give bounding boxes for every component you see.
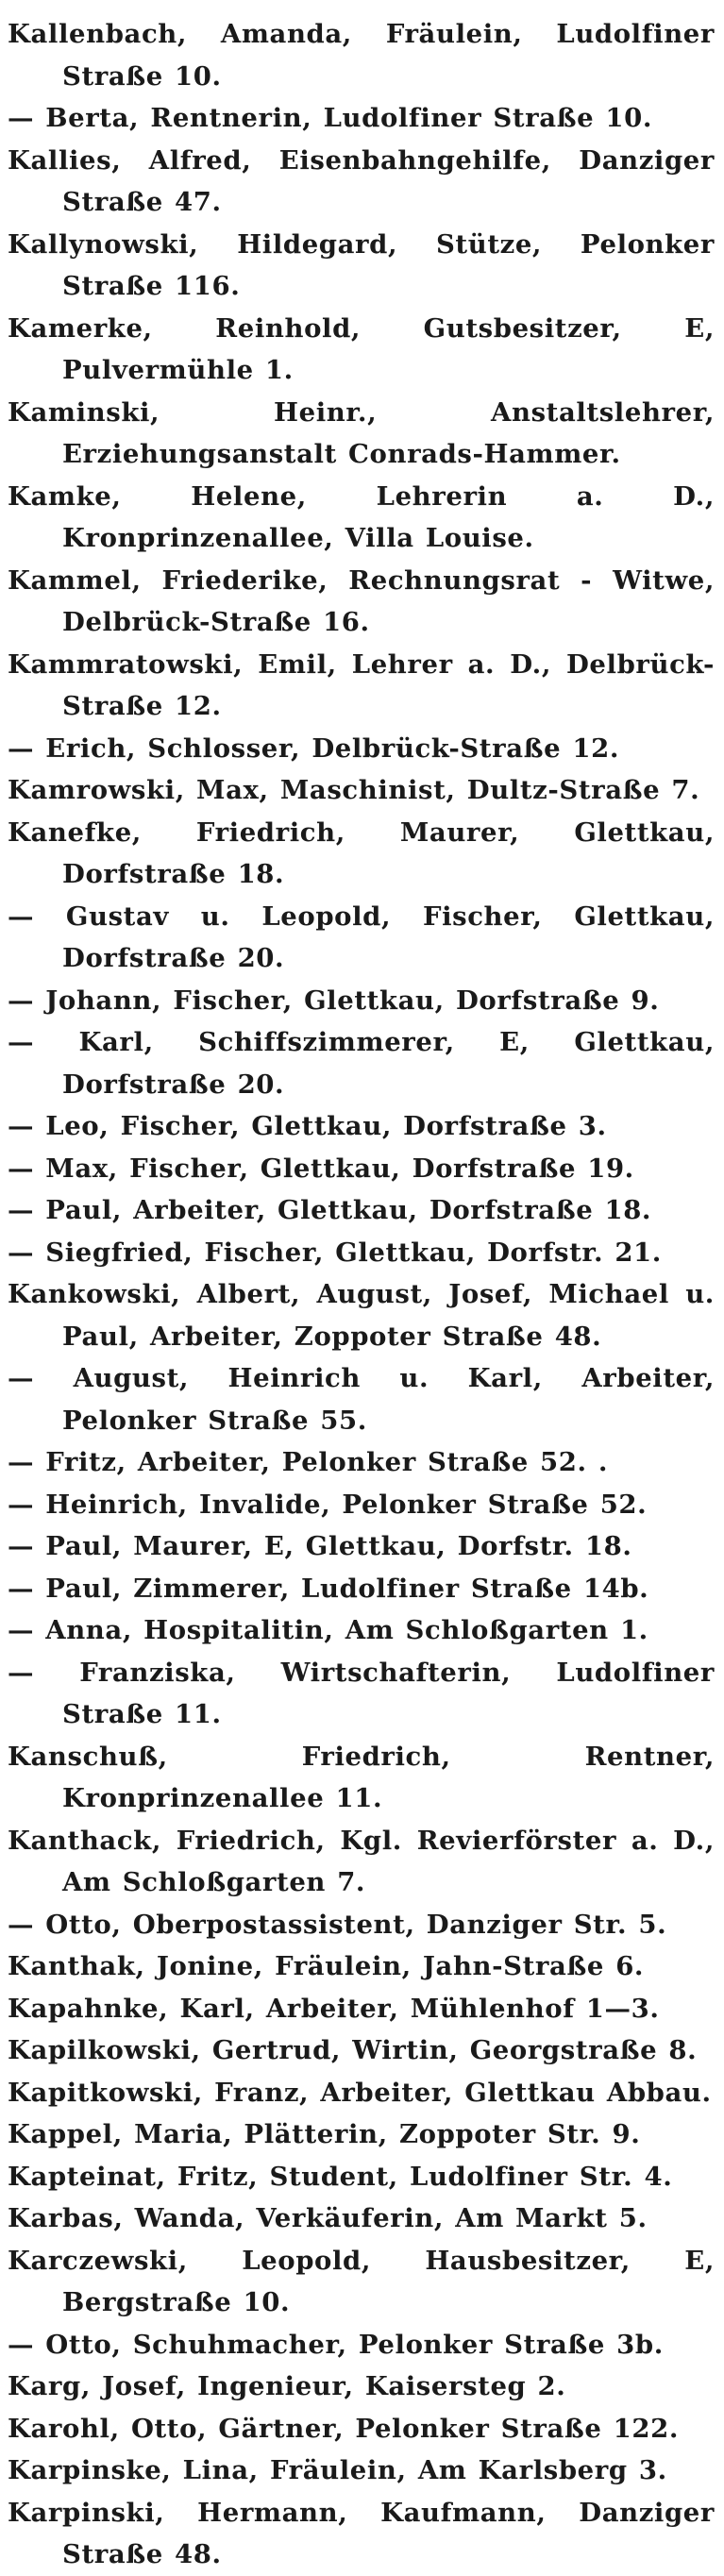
directory-entry: Karczewski, Leopold, Hausbesitzer, E, Bergstraße 10. <box>8 2245 715 2317</box>
directory-entry: — Leo, Fischer, Glettkau, Dorfstraße 3. <box>8 1111 607 1141</box>
directory-entry: Kamerke, Reinhold, Gutsbesitzer, E, Pulvermühle 1. <box>8 312 715 385</box>
directory-entry: Kallenbach, Amanda, Fräulein, Ludolfiner Straße 10. <box>8 19 715 92</box>
directory-entry: Kamrowski, Max, Maschinist, Dultz-Straße 7. <box>8 775 700 805</box>
directory-entry: — Otto, Oberpostassistent, Danziger Str. 5. <box>8 1909 667 1940</box>
directory-entry: — Siegfried, Fischer, Glettkau, Dorfstr. 21. <box>8 1237 662 1268</box>
directory-entry: Kappel, Maria, Plätterin, Zoppoter Str. 9. <box>8 2119 641 2149</box>
directory-entry: Karg, Josef, Ingenieur, Kaisersteg 2. <box>8 2371 566 2401</box>
directory-entry: — Paul, Zimmerer, Ludolfiner Straße 14b. <box>8 1573 649 1604</box>
directory-entry: Karpinski, Hermann, Kaufmann, Danziger Straße 48. <box>8 2497 715 2569</box>
directory-entry: — Otto, Schuhmacher, Pelonker Straße 3b. <box>8 2329 664 2360</box>
directory-entry: — Anna, Hospitalitin, Am Schloßgarten 1. <box>8 1615 648 1645</box>
directory-entry: — Erich, Schlosser, Delbrück-Straße 12. <box>8 732 620 764</box>
directory-entry: Karpinske, Lina, Fräulein, Am Karlsberg 3. <box>8 2455 667 2485</box>
directory-entry: Kaminski, Heinr., Anstaltslehrer, Erziehungsanstalt Conrads-Hammer. <box>8 396 715 469</box>
directory-entry: — Heinrich, Invalide, Pelonker Straße 52. <box>8 1489 648 1520</box>
directory-entry: Kammel, Friederike, Rechnungsrat - Witwe, Delbrück-Straße 16. <box>8 564 715 637</box>
directory-entry: — Paul, Maurer, E, Glettkau, Dorfstr. 18. <box>8 1531 632 1561</box>
directory-entry: Kanschuß, Friedrich, Rentner, Kronprinzenallee 11. <box>8 1741 715 1813</box>
directory-entry: Kanthack, Friedrich, Kgl. Revierförster a. D., Am Schloßgarten 7. <box>8 1825 715 1897</box>
directory-entry: — Berta, Rentnerin, Ludolfiner Straße 10. <box>8 103 653 133</box>
directory-entry: Kammratowski, Emil, Lehrer a. D., Delbrück-Straße 12. <box>8 648 715 721</box>
directory-entry: Kamke, Helene, Lehrerin a. D., Kronprinzenallee, Villa Louise. <box>8 480 715 553</box>
directory-entry: Kapitkowski, Franz, Arbeiter, Glettkau Abbau. <box>8 2077 712 2108</box>
directory-entry: — Johann, Fischer, Glettkau, Dorfstraße 9. <box>8 985 660 1016</box>
directory-entry: — August, Heinrich u. Karl, Arbeiter, Pelonker Straße 55. <box>8 1363 715 1436</box>
directory-entry: — Gustav u. Leopold, Fischer, Glettkau, Dorfstraße 20. <box>8 901 715 973</box>
directory-entry: Kanefke, Friedrich, Maurer, Glettkau, Dorfstraße 18. <box>8 817 715 889</box>
directory-entry: Karbas, Wanda, Verkäuferin, Am Markt 5. <box>8 2203 648 2233</box>
directory-entry: Kankowski, Albert, August, Josef, Michael u. Paul, Arbeiter, Zoppoter Straße 48. <box>8 1279 715 1352</box>
directory-entry: Kanthak, Jonine, Fräulein, Jahn-Straße 6. <box>8 1951 645 1981</box>
directory-entry: — Karl, Schiffszimmerer, E, Glettkau, Dorfstraße 20. <box>8 1027 715 1100</box>
directory-entry: Kallies, Alfred, Eisenbahngehilfe, Danziger Straße 47. <box>8 144 715 217</box>
directory-entry: — Fritz, Arbeiter, Pelonker Straße 52. . <box>8 1447 609 1477</box>
directory-entry: — Paul, Arbeiter, Glettkau, Dorfstraße 18. <box>8 1195 652 1225</box>
directory-entry: Karohl, Otto, Gärtner, Pelonker Straße 122. <box>8 2413 680 2444</box>
directory-entry: Kapahnke, Karl, Arbeiter, Mühlenhof 1—3. <box>8 1993 660 2024</box>
directory-entry: — Franziska, Wirtschafterin, Ludolfiner Straße 11. <box>8 1657 715 1729</box>
directory-entry: — Max, Fischer, Glettkau, Dorfstraße 19. <box>8 1153 634 1184</box>
directory-entry: Kapteinat, Fritz, Student, Ludolfiner Str. 4. <box>8 2161 673 2192</box>
directory-entry: Kapilkowski, Gertrud, Wirtin, Georgstraße 8. <box>8 2035 698 2065</box>
directory-entry: Kallynowski, Hildegard, Stütze, Pelonker Straße 116. <box>8 228 715 301</box>
